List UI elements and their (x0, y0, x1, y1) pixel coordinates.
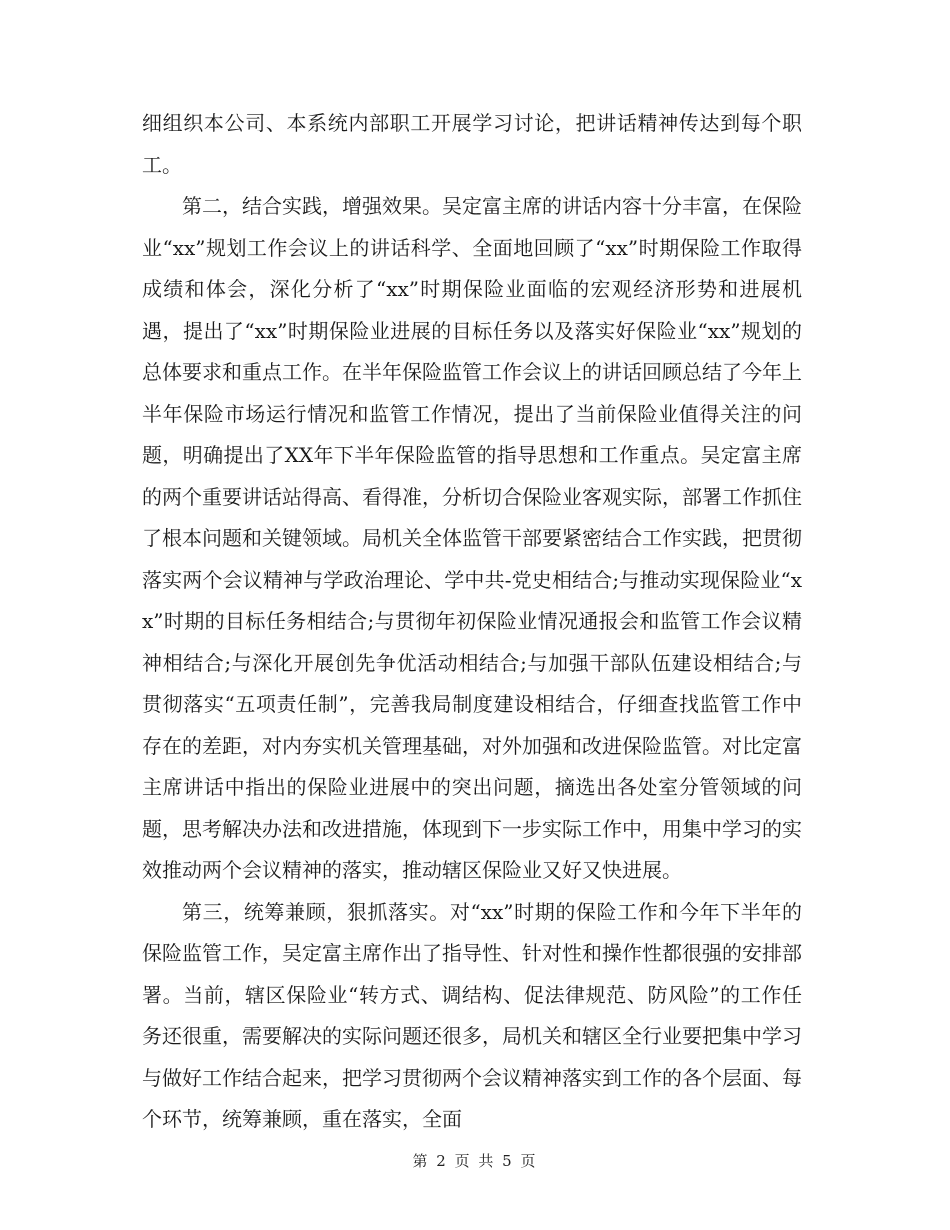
paragraph-second-point: 第二，结合实践，增强效果。吴定富主席的讲话内容十分丰富，在保险业“xx”规划工作会议上的讲话科学、全面地回顾了“xx”时期保险工作取得成绩和体会，深化分析了“xx”时期保险业面临的宏观经济形势和进展机遇，提出了“xx”时期保险业进展的目标任务以及落实好保险业“xx”规划的总体要求和重点工作。在半年保险监管工作会议上的讲话回顾总结了今年上半年保险市场运行情况和监管工作情况，提出了当前保险业值得关注的问题，明确提出了XX年下半年保险监管的指导思想和工作重点。吴定富主席的两个重要讲话站得高、看得准，分析切合保险业客观实际，部署工作抓住了根本问题和关键领域。局机关全体监管干部要紧密结合工作实践，把贯彻落实两个会议精神与学政治理论、学中共-党史相结合;与推动实现保险业“xx”时期的目标任务相结合;与贯彻年初保险业情况通报会和监管工作会议精神相结合;与深化开展创先争优活动相结合;与加强干部队伍建设相结合;与贯彻落实“五项责任制”，完善我局制度建设相结合，仔细查找监管工作中存在的差距，对内夯实机关管理基础，对外加强和改进保险监管。对比定富主席讲话中指出的保险业进展中的突出问题，摘选出各处室分管领域的问题，思考解决办法和改进措施，体现到下一步实际工作中，用集中学习的实效推动两个会议精神的落实，推动辖区保险业又好又快进展。 (142, 194, 802, 882)
page-number: 第 2 页 共 5 页 (412, 1152, 538, 1170)
document-body (142, 103, 802, 1141)
paragraph-continuation: 细组织本公司、本系统内部职工开展学习讨论，把讲话精神传达到每个职工。 (142, 111, 802, 177)
paragraph-third-point: 第三，统筹兼顾，狠抓落实。对“xx”时期的保险工作和今年下半年的保险监管工作，吴定富主席作出了指导性、针对性和操作性都很强的安排部署。当前，辖区保险业“转方式、调结构、促法律规范、防风险”的工作任务还很重，需要解决的实际问题还很多，局机关和辖区全行业要把集中学习与做好工作结合起来，把学习贯彻两个会议精神落实到工作的各个层面、每个环节，统筹兼顾，重在落实，全面 (142, 899, 802, 1131)
